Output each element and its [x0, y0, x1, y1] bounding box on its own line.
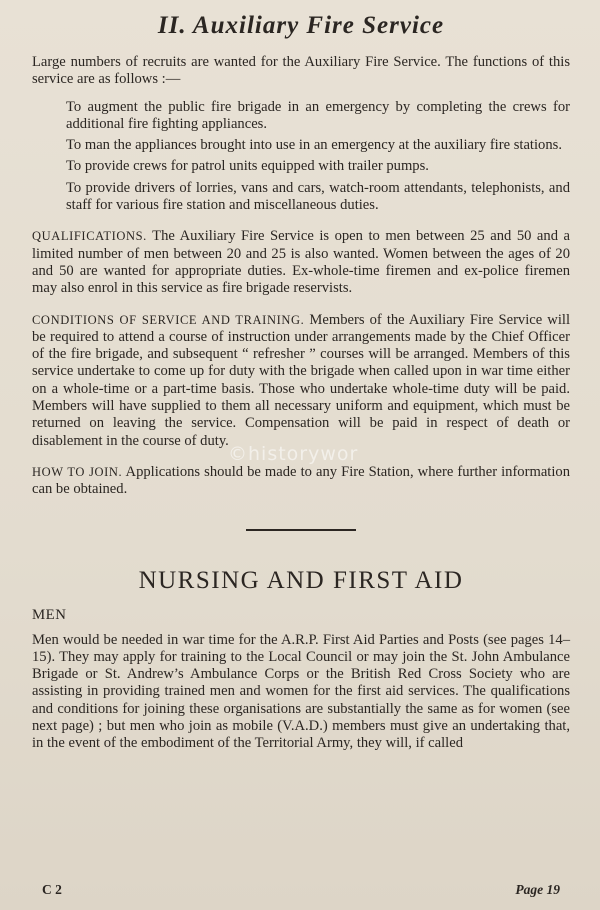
function-item: To augment the public fire brigade in an emergency by completing the crews for additional fire fighting appliances.	[66, 98, 570, 132]
function-item: To provide crews for patrol units equipped with trailer pumps.	[66, 158, 429, 175]
qualifications-paragraph	[32, 228, 570, 297]
section-divider	[246, 529, 356, 531]
page-number: Page 19	[515, 882, 560, 897]
men-subheading: MEN	[32, 606, 67, 623]
qualifications-label: QUALIFICATIONS.	[32, 229, 147, 244]
men-paragraph: Men would be needed in war time for the A.R.P. First Aid Parties and Posts (see pages 14–15). They may apply for training to the Local Council or may join the St. John Ambulance Brigade or St. Andrew’s Ambulance Corps or the British Red Cross Society who are assisting in providing trained men and women for the first aid services. The qualifications and conditions for joining these organisations are substantially the same as for women (see next page) ; but men who join as mobile (V.A.D.) members must give an undertaking that, in the event of the embodiment of the Territorial Army, they will, if called	[32, 631, 570, 752]
nursing-heading: NURSING AND FIRST AID	[138, 566, 464, 594]
conditions-text: Members of the Auxiliary Fire Service will be required to attend a course of instruction under arrangements made by the Chief Officer of the fire brigade, and subsequent “ refresher ” courses will be arranged. Members of this service undertake to come up for duty with the brigade when called upon in war time either on a whole-time or a part-time basis. Those who undertake whole-time duty will be paid. Members will have supplied to them all necessary uniform and equipment, which must be returned on leaving the service. Compensation will be paid in respect of death or disablement in the course of duty.	[32, 311, 571, 449]
function-item: To provide drivers of lorries, vans and cars, watch-room attendants, telephonists, and staff for various fire station and miscellaneous duties.	[66, 179, 570, 214]
how-to-join-paragraph	[32, 464, 570, 499]
page-footer	[42, 882, 560, 898]
how-to-join-text: Applications should be made to any Fire Station, where further information can be obtained.	[32, 463, 570, 498]
how-to-join-label: HOW TO JOIN.	[32, 464, 123, 479]
watermark: ©historywor	[228, 443, 359, 465]
conditions-label: CONDITIONS OF SERVICE AND TRAINING.	[32, 312, 305, 327]
conditions-paragraph	[32, 312, 570, 450]
functions-list	[32, 99, 570, 215]
section-title: II. Auxiliary Fire Service	[157, 12, 445, 39]
signature-mark: C 2	[42, 882, 62, 897]
qualifications-text: The Auxiliary Fire Service is open to men between 25 and 50 and a limited number of men between 20 and 25 is also wanted. Women between the ages of 20 and 50 are wanted for appropriate duties. Ex-whole-time firemen and ex-police firemen may also enrol in this service as fire brigade reservists.	[32, 228, 570, 297]
intro-paragraph: Large numbers of recruits are wanted for the Auxiliary Fire Service. The functions of this service are as follows :—	[32, 54, 570, 88]
function-item: To man the appliances brought into use in an emergency at the auxiliary fire stations.	[66, 137, 562, 154]
